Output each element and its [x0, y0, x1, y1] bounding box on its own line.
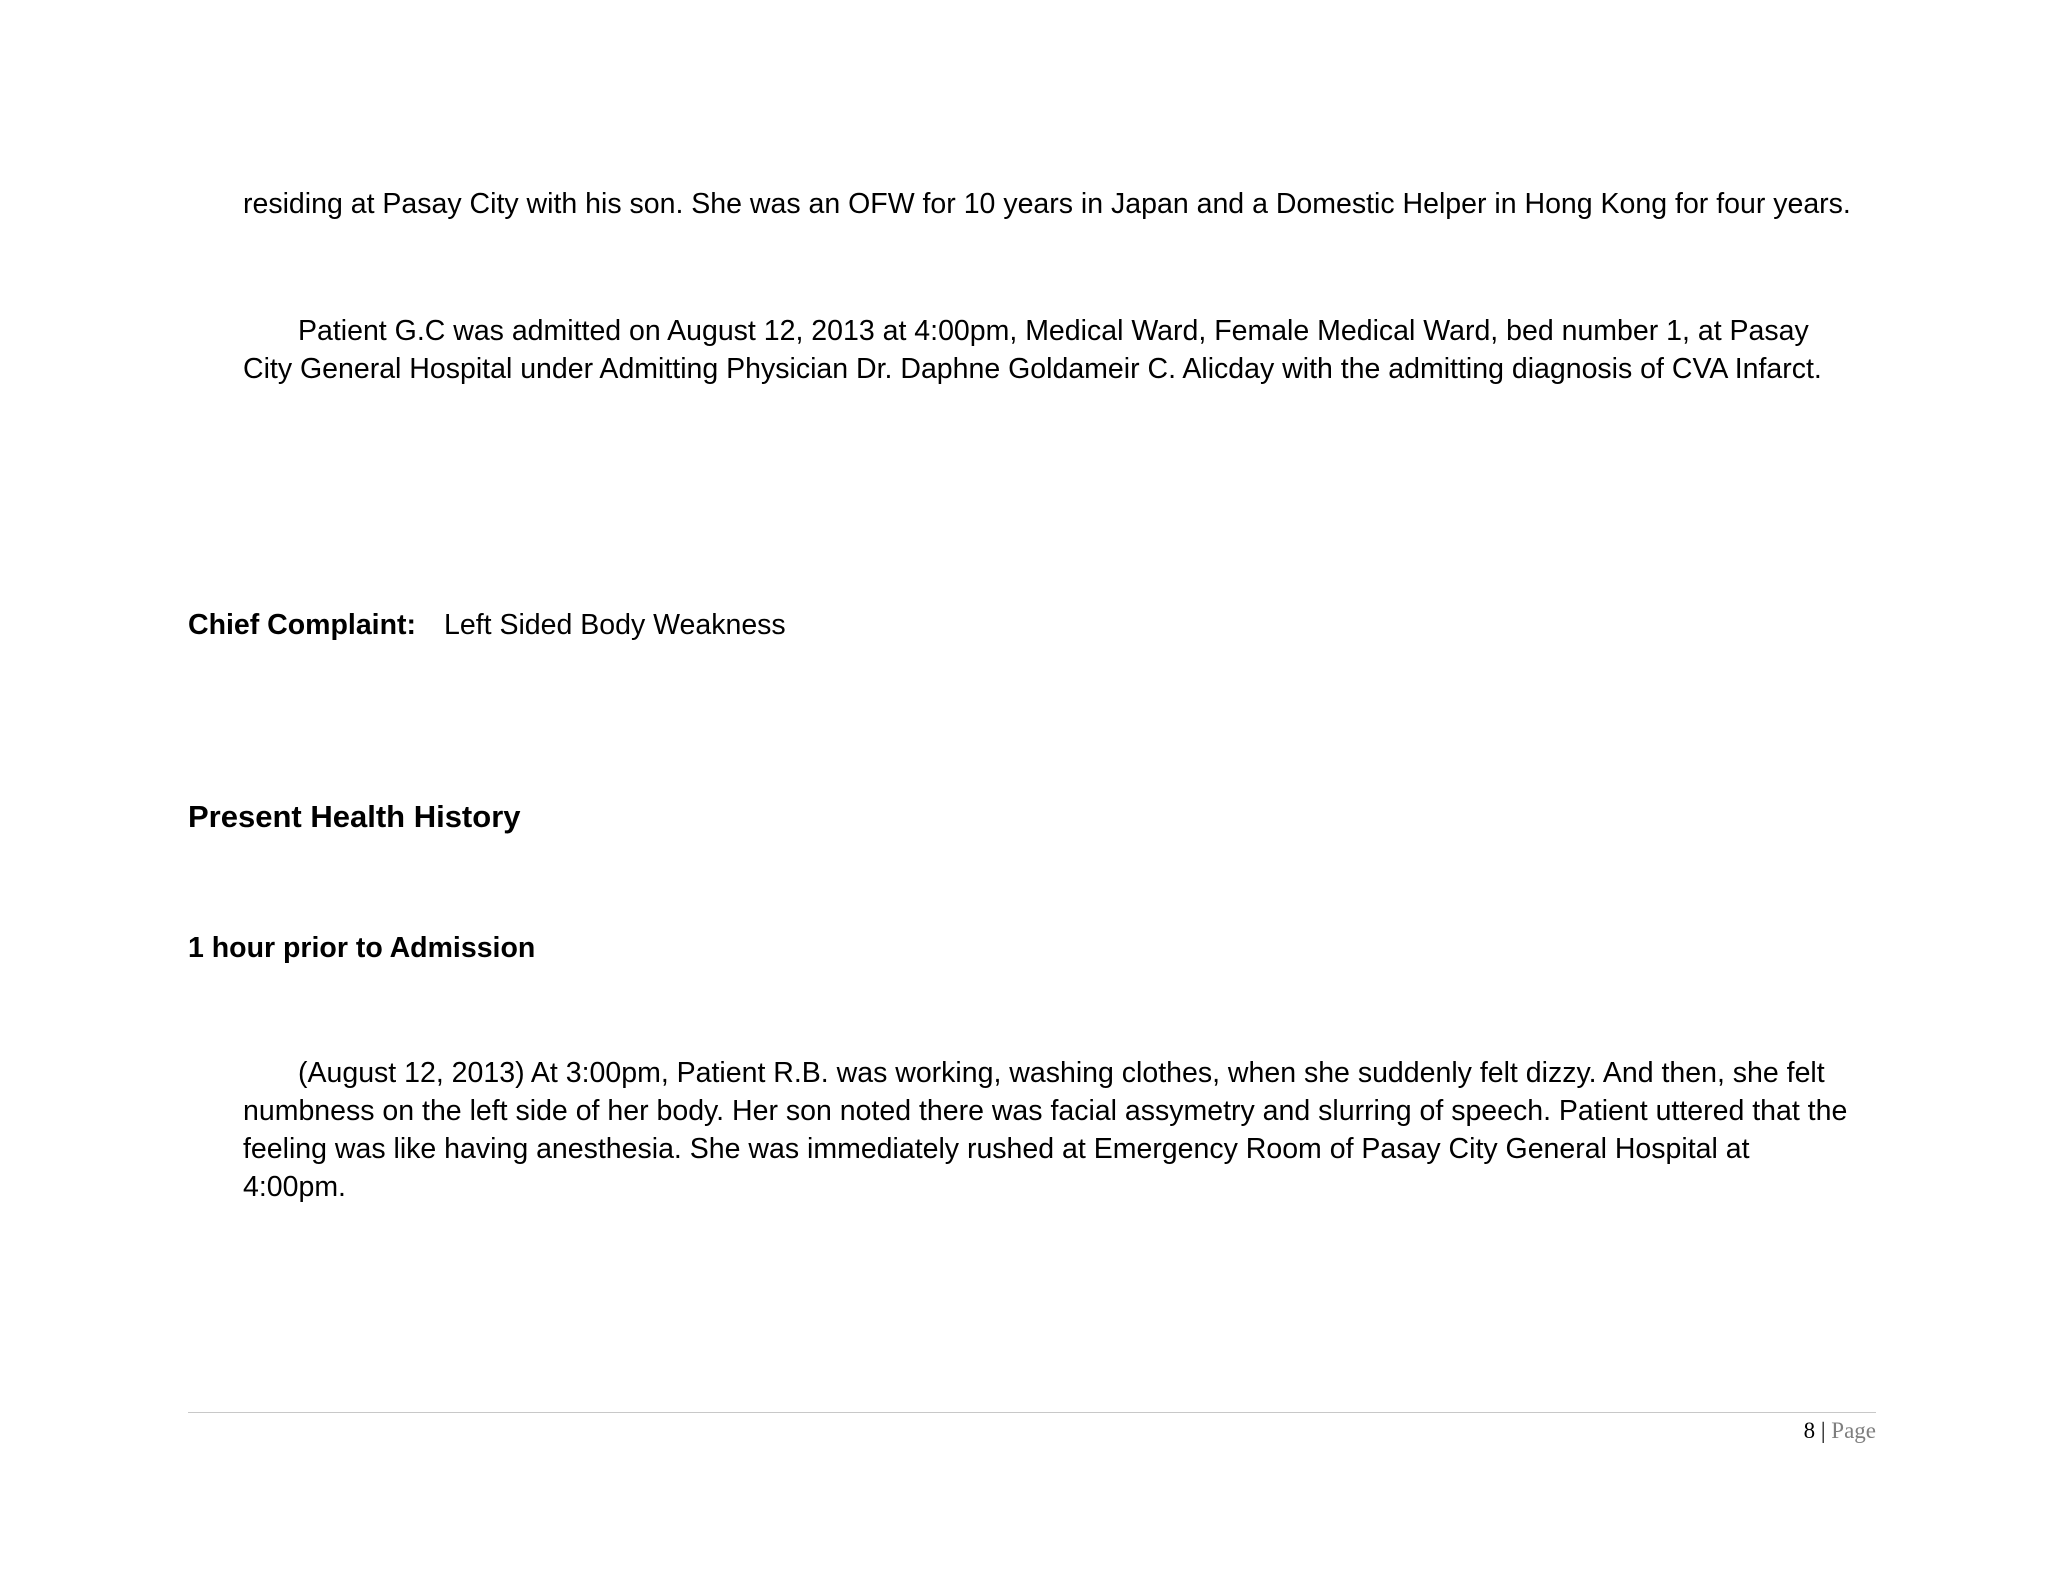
paragraph-line: City General Hospital under Admitting Physician Dr. Daphne Goldameir C. Alicday with the admitting diagnosis of CVA Infarct. — [243, 353, 1822, 385]
page-footer — [1804, 1414, 1876, 1448]
paragraph-line: (August 12, 2013) At 3:00pm, Patient R.B. was working, washing clothes, when she suddenly felt dizzy. And then, she felt — [298, 1057, 1825, 1089]
chief-complaint-label: Chief Complaint: — [188, 609, 416, 641]
subheading-hour-prior-to-admission: 1 hour prior to Admission — [188, 932, 536, 964]
paragraph-residing — [243, 185, 1851, 223]
paragraph-line: numbness on the left side of her body. Her son noted there was facial assymetry and slurring of speech. Patient uttered that the — [243, 1095, 1848, 1127]
paragraph-line: Patient G.C was admitted on August 12, 2013 at 4:00pm, Medical Ward, Female Medical Ward, bed number 1, at Pasay — [298, 315, 1809, 347]
page-label: Page — [1831, 1418, 1876, 1443]
paragraph-onset — [243, 1054, 1847, 1206]
page-number: 8 — [1803, 1418, 1816, 1443]
section-heading-present-health-history: Present Health History — [188, 799, 521, 834]
chief-complaint-value: Left Sided Body Weakness — [444, 609, 786, 641]
paragraph-line: 4:00pm. — [243, 1171, 346, 1203]
footer-separator: | — [1820, 1418, 1826, 1443]
paragraph-line: residing at Pasay City with his son. She was an OFW for 10 years in Japan and a Domestic Helper in Hong Kong for four years. — [243, 188, 1851, 220]
footer-divider — [188, 1412, 1876, 1413]
chief-complaint — [188, 606, 786, 644]
paragraph-admission — [243, 312, 1822, 388]
paragraph-line: feeling was like having anesthesia. She was immediately rushed at Emergency Room of Pasay City General Hospital at — [243, 1133, 1750, 1165]
